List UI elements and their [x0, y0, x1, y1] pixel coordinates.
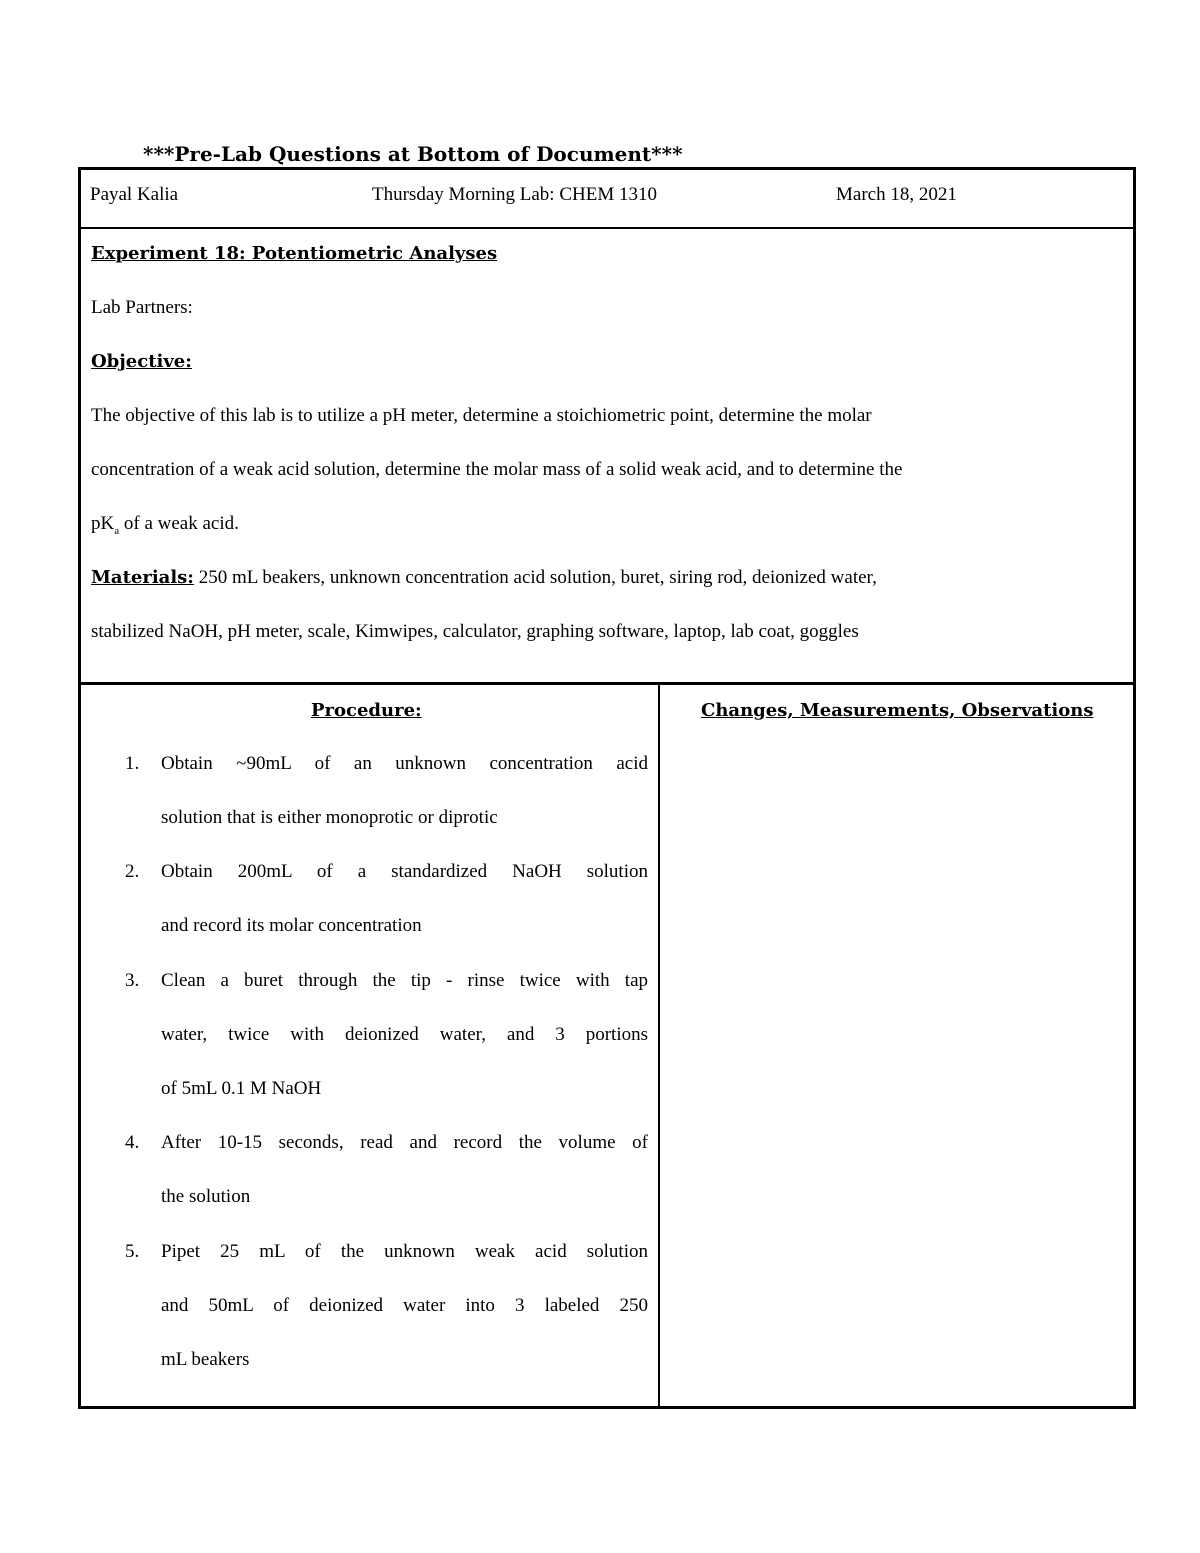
- objective-line-1: The objective of this lab is to utilize a pH meter, determine a stoichiometric point, determine the molar: [91, 405, 872, 426]
- objective-heading: Objective:: [91, 351, 192, 372]
- procedure-row: [81, 685, 1133, 1406]
- objective-line-3-text: of a weak acid.: [119, 513, 239, 534]
- step-line: Clean a buret through the tip - rinse twice with tap: [161, 970, 648, 991]
- banner-note: ***Pre-Lab Questions at Bottom of Document***: [143, 142, 683, 166]
- observations-heading: Changes, Measurements, Observations: [701, 700, 1094, 721]
- step-number: 4.: [125, 1132, 140, 1153]
- report-date: March 18, 2021: [836, 184, 957, 205]
- student-name: Payal Kalia: [90, 184, 179, 205]
- step-line: Obtain 200mL of a standardized NaOH solution: [161, 861, 648, 882]
- step-line: Obtain ~90mL of an unknown concentration acid: [161, 753, 648, 774]
- step-line: and 50mL of deionized water into 3 labeled 250: [161, 1295, 648, 1316]
- step-line: the solution: [161, 1186, 251, 1207]
- materials-line-1: [91, 567, 877, 589]
- objective-line-2: concentration of a weak acid solution, determine the molar mass of a solid weak acid, and to determine the: [91, 459, 903, 480]
- column-divider: [658, 685, 660, 1406]
- lab-section: Thursday Morning Lab: CHEM 1310: [372, 184, 657, 205]
- step-line: mL beakers: [161, 1349, 250, 1370]
- lab-report-table: [78, 167, 1136, 1409]
- step-number: 2.: [125, 861, 140, 882]
- lab-partners-label: Lab Partners:: [91, 297, 193, 318]
- step-line: solution that is either monoprotic or diprotic: [161, 807, 498, 828]
- materials-heading: Materials:: [91, 567, 194, 588]
- step-line: After 10-15 seconds, read and record the volume of: [161, 1132, 648, 1153]
- experiment-section: [81, 229, 1133, 685]
- step-line: and record its molar concentration: [161, 915, 422, 936]
- header-row: [81, 170, 1133, 229]
- step-line: water, twice with deionized water, and 3 portions: [161, 1024, 648, 1045]
- experiment-title: Experiment 18: Potentiometric Analyses: [91, 243, 498, 264]
- step-number: 5.: [125, 1241, 140, 1262]
- step-number: 3.: [125, 970, 140, 991]
- materials-text-1: 250 mL beakers, unknown concentration acid solution, buret, siring rod, deionized water,: [193, 567, 877, 588]
- materials-line-2: stabilized NaOH, pH meter, scale, Kimwipes, calculator, graphing software, laptop, lab coat, goggles: [91, 621, 859, 642]
- pka-symbol: pK: [91, 513, 115, 534]
- pka-subscript: a: [114, 524, 120, 537]
- step-line: of 5mL 0.1 M NaOH: [161, 1078, 322, 1099]
- step-number: 1.: [125, 753, 140, 774]
- objective-line-3: [91, 513, 239, 537]
- step-line: Pipet 25 mL of the unknown weak acid solution: [161, 1241, 648, 1262]
- procedure-heading: Procedure:: [311, 700, 422, 721]
